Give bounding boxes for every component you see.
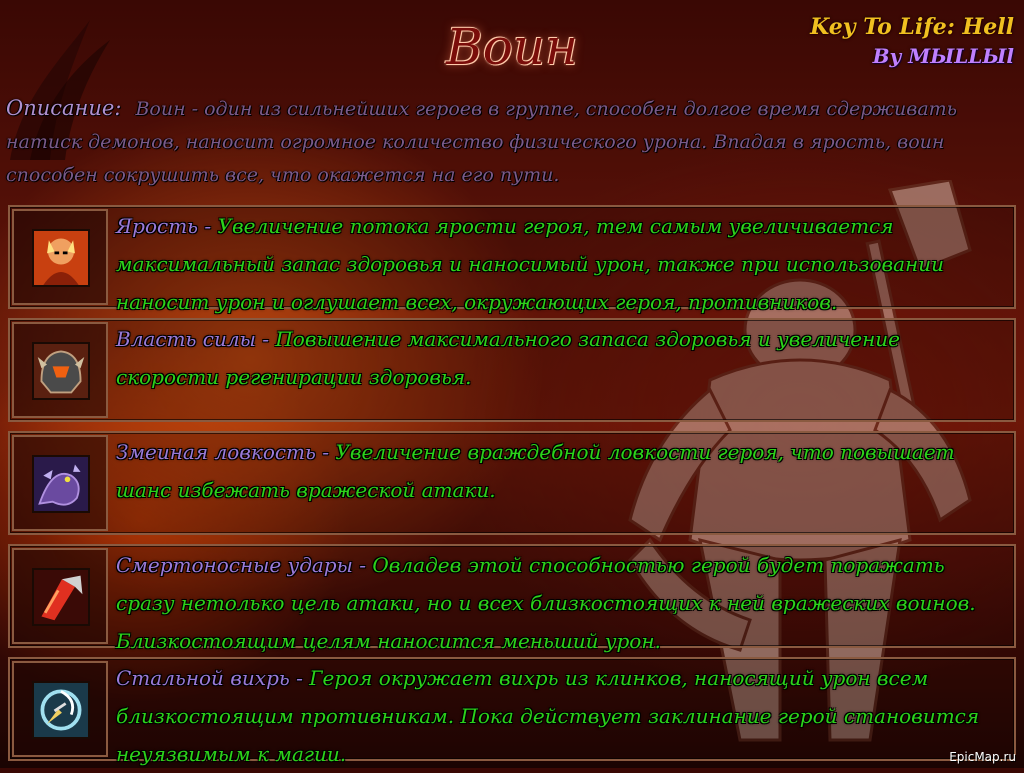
- ability-text: [116, 207, 1006, 321]
- ability-text: [116, 433, 1006, 509]
- site-watermark: EpicMap.ru: [949, 750, 1016, 764]
- ability-text: [116, 546, 1006, 660]
- ability-description: Увеличение враждебной ловкости героя, что повышает шанс избежать вражеской атаки.: [116, 440, 955, 502]
- cleave-icon: [32, 568, 90, 626]
- ability-text: [116, 320, 1006, 396]
- ability-icon-frame: [12, 209, 108, 305]
- ability-separator: -: [255, 327, 276, 351]
- ability-name: Змеиная ловкость: [116, 440, 316, 464]
- ability-row-cleave: [8, 544, 1016, 653]
- ability-separator: -: [352, 553, 373, 577]
- author-credit: By MЫLLЫl: [872, 44, 1014, 68]
- ability-row-rage: [8, 205, 1016, 314]
- ability-separator: -: [289, 666, 310, 690]
- ability-description: Повышение максимального запаса здоровья и увеличение скорости регенирации здоровья.: [116, 327, 900, 389]
- page-title: Воин: [446, 18, 578, 76]
- ability-separator: -: [315, 440, 336, 464]
- helmet-icon: [32, 342, 90, 400]
- ability-name: Смертоносные удары: [116, 553, 353, 577]
- ability-icon-frame: [12, 322, 108, 418]
- ability-description: Героя окружает вихрь из клинков, наносящий урон всем близкостоящим противникам. Пока действует заклинание герой становится неуязвимым к магии.: [116, 666, 980, 766]
- ability-text: [116, 659, 1006, 773]
- ability-description: Увеличение потока ярости героя, тем самым увеличивается максимальный запас здоровья и наносимый урон, также при использовании наносит урон и оглушает всех, окружающих героя, противников.: [116, 214, 944, 314]
- ability-icon-frame: [12, 548, 108, 644]
- ability-icon-frame: [12, 435, 108, 531]
- ability-icon-frame: [12, 661, 108, 757]
- whirlwind-icon: [32, 681, 90, 739]
- brand-block: [810, 14, 1014, 68]
- map-title: Key To Life: Hell: [810, 14, 1014, 40]
- description-text: Воин - один из сильнейших героев в группе, способен долгое время сдерживать натиск демонов, наносит огромное количество физического урона. Впадая в ярость, воин способен сокрушить все, что окажется на его пути.: [6, 98, 958, 186]
- rage-icon: [32, 229, 90, 287]
- hero-description: [6, 92, 1016, 192]
- description-label: Описание:: [6, 96, 122, 120]
- ability-row-agility: [8, 431, 1016, 535]
- ability-row-power: [8, 318, 1016, 422]
- serpent-icon: [32, 455, 90, 513]
- ability-name: Ярость: [116, 214, 199, 238]
- ability-name: Стальной вихрь: [116, 666, 290, 690]
- ability-separator: -: [198, 214, 218, 238]
- ability-description: Овладев этой способностью герой будет поражать сразу нетолько цель атаки, но и всех близкостоящих к ней вражеских воинов. Близкостоящим целям наносится меньший урон.: [116, 553, 976, 653]
- ability-name: Власть силы: [116, 327, 256, 351]
- ability-row-whirlwind: [8, 657, 1016, 766]
